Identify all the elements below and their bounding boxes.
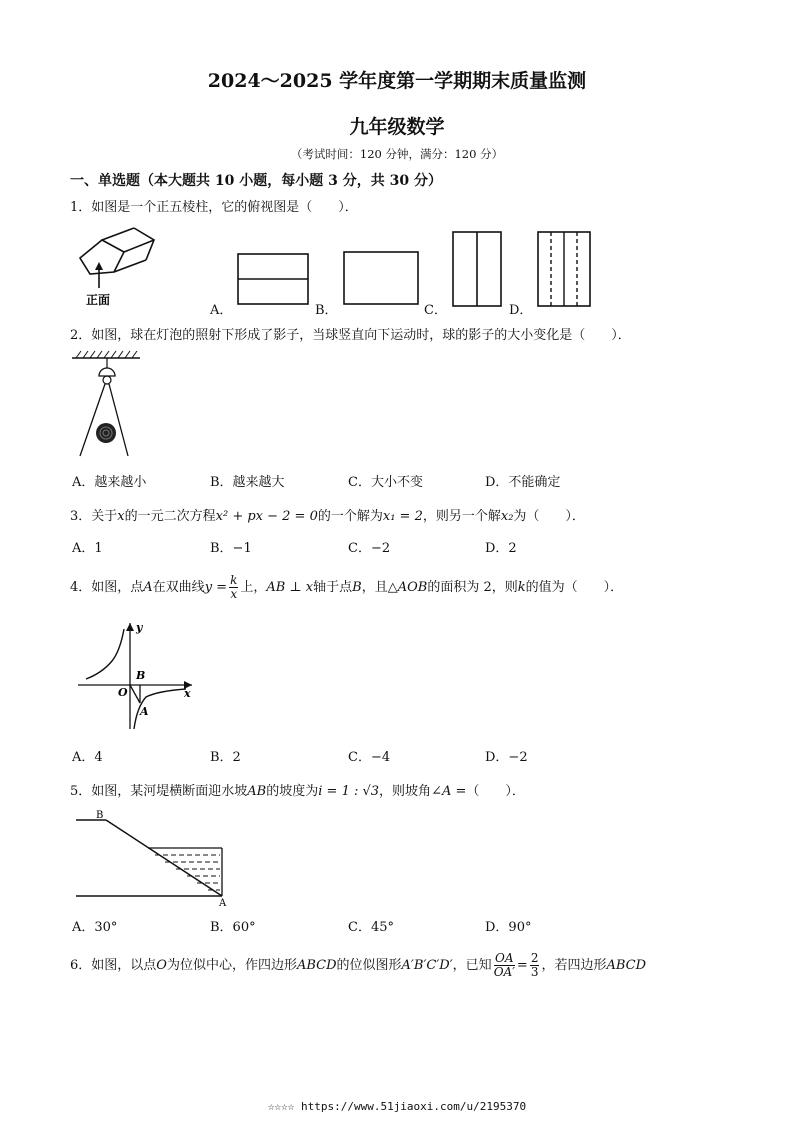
q3-option-c[interactable]: C．−2: [348, 541, 391, 556]
svg-text:x: x: [184, 687, 191, 700]
question-2-text: 2．如图，球在灯泡的照射下形成了影子，当球竖直向下运动时，球的影子的大小变化是（ ）．: [70, 328, 631, 343]
q2-option-d[interactable]: D．不能确定: [485, 475, 561, 490]
q4-option-a[interactable]: A．4: [72, 750, 103, 765]
q3-option-a[interactable]: A．1: [72, 541, 103, 556]
q5-option-c[interactable]: C．45°: [348, 920, 394, 935]
front-label: 正面: [86, 293, 111, 307]
q1-option-b-figure: [343, 251, 421, 307]
q1-option-c[interactable]: C．: [424, 303, 447, 318]
svg-text:A: A: [140, 705, 149, 718]
q4-option-c[interactable]: C．−4: [348, 750, 391, 765]
exam-title: 2024～2025 学年度第一学期期末质量监测: [207, 70, 587, 92]
svg-text:B: B: [96, 810, 104, 821]
section-heading: 一、单选题（本大题共 10 小题，每小题 3 分，共 30 分）: [70, 173, 442, 189]
pentagonal-prism-figure: [72, 220, 162, 310]
q2-option-a[interactable]: A．越来越小: [72, 475, 147, 490]
exam-subtitle: 九年级数学: [349, 116, 445, 138]
lamp-ball-figure: [70, 348, 146, 460]
q3-option-d[interactable]: D．2: [485, 541, 517, 556]
svg-text:O: O: [118, 686, 128, 699]
question-6-text: 6．如图，以点O为位似中心，作四边形ABCD的位似图形A′B′C′D′，已知 $\frac{OA}{OA'}$ = $\frac{2}{3}$ ，若四边形ABCD: [70, 951, 647, 979]
q2-option-b[interactable]: B．越来越大: [210, 475, 285, 490]
q4-option-b[interactable]: B．2: [210, 750, 241, 765]
hyperbola-graph: [74, 617, 198, 735]
question-5-text: 5．如图，某河堤横断面迎水坡AB的坡度为i = 1 : √3，则坡角∠A =（ ）．: [70, 784, 525, 799]
exam-info: （考试时间：120 分钟，满分：120 分）: [290, 147, 504, 161]
q4-fraction: $\frac{k}{x}$: [230, 573, 238, 601]
embankment-figure: [72, 808, 242, 908]
q3-option-b[interactable]: B．−1: [210, 541, 252, 556]
q3-equation: x² + px − 2 = 0: [215, 509, 318, 524]
question-3-text: 3．关于x的一元二次方程x² + px − 2 = 0的一个解为x₁ = 2，则另一个解x₂为（ ）．: [70, 509, 585, 524]
q5-option-a[interactable]: A．30°: [72, 920, 118, 935]
q1-option-d-figure: [537, 231, 593, 309]
question-1-text: 1．如图是一个正五棱柱，它的俯视图是（ ）．: [70, 200, 358, 215]
svg-text:B: B: [136, 669, 146, 682]
footer-url[interactable]: ☆☆☆☆ https://www.51jiaoxi.com/u/2195370: [267, 1100, 527, 1113]
q5-ratio: i = 1 : √3: [318, 784, 380, 799]
q4-option-d[interactable]: D．−2: [485, 750, 528, 765]
q5-option-b[interactable]: B．60°: [210, 920, 256, 935]
q1-option-c-figure: [452, 231, 504, 309]
q5-option-d[interactable]: D．90°: [485, 920, 532, 935]
question-4-text: 4．如图，点A在双曲线y = $\frac{k}{x}$ 上，AB ⊥ x轴于点B，且△AOB的面积为 2，则k的值为（ ）．: [70, 573, 624, 601]
q6-fraction-oa: $\frac{OA}{OA'}$: [493, 951, 515, 979]
svg-text:A: A: [219, 898, 227, 908]
q2-option-c[interactable]: C．大小不变: [348, 475, 423, 490]
q1-option-a-figure: [237, 253, 313, 307]
q3-solution: x₁ = 2: [382, 509, 423, 524]
q6-fraction-two-thirds: $\frac{2}{3}$: [530, 951, 539, 979]
svg-text:y: y: [136, 621, 143, 634]
q1-option-b[interactable]: B．: [315, 303, 338, 318]
q1-option-d[interactable]: D．: [509, 303, 533, 318]
q1-option-a[interactable]: A．: [210, 303, 233, 318]
